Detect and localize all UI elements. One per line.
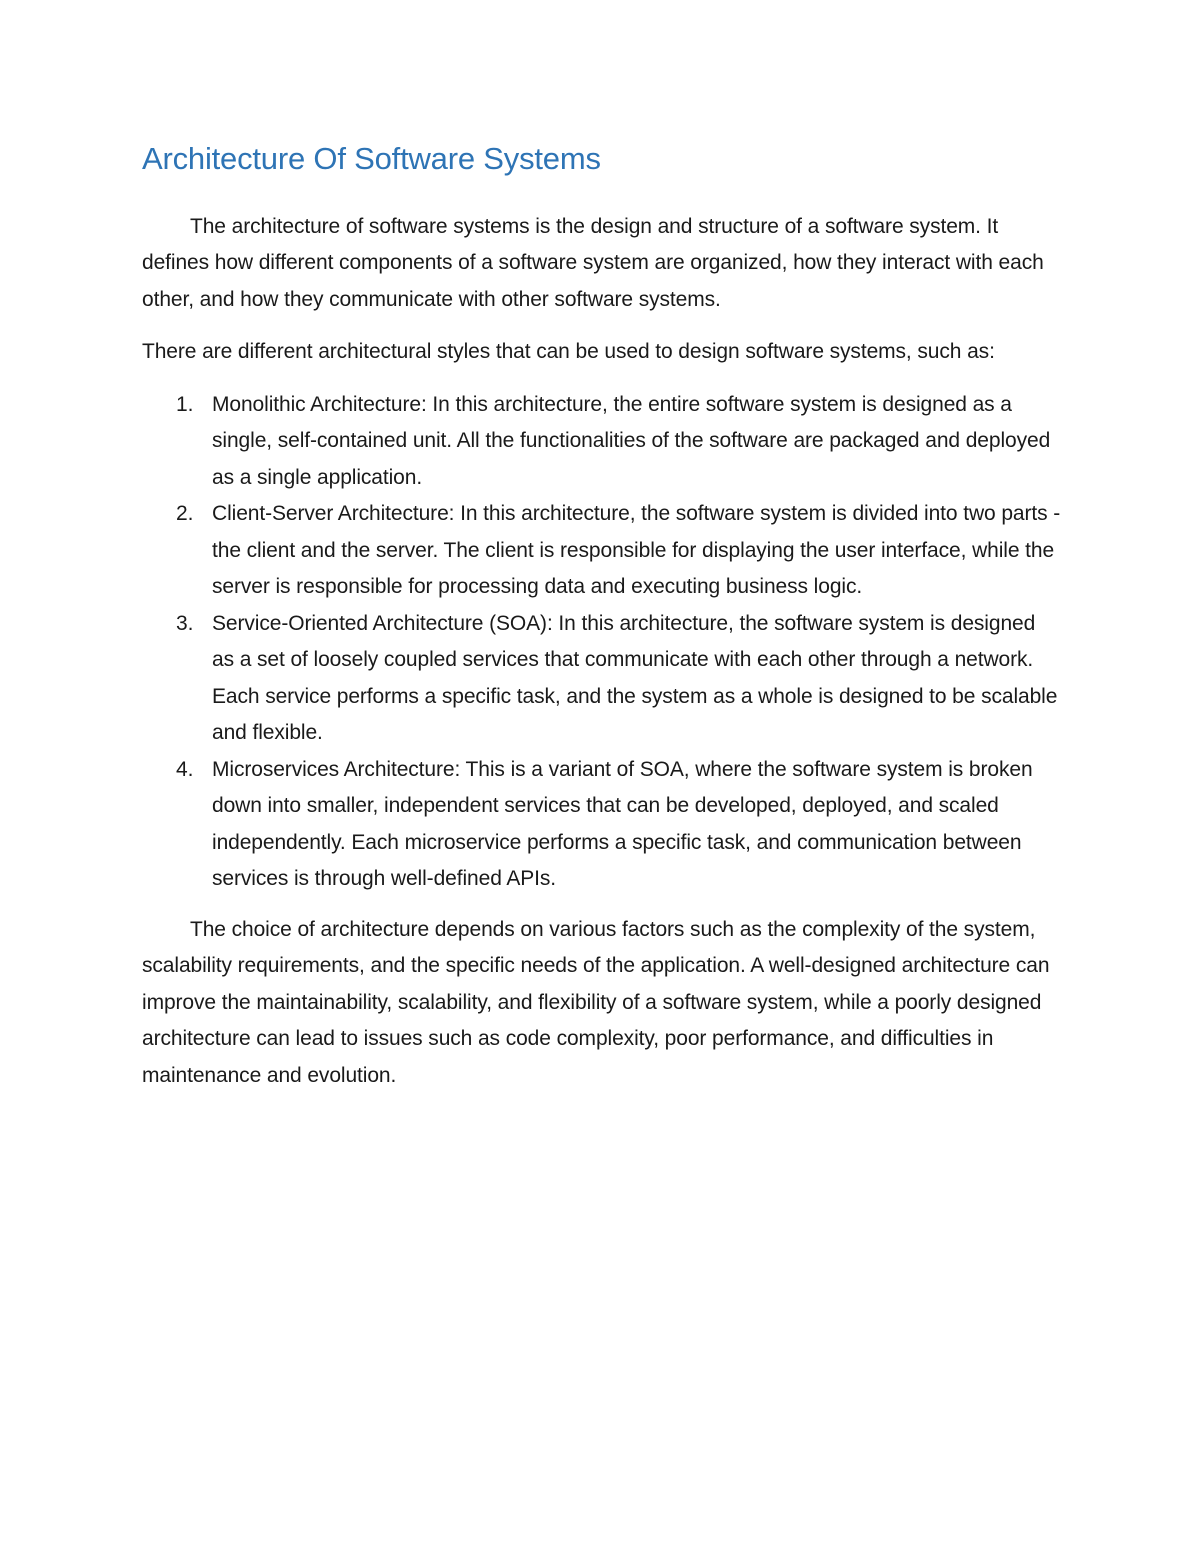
list-item-text: Microservices Architecture: This is a variant of SOA, where the software system is broken down into smaller, independent services that can be developed, deployed, and scaled independently. Each microservice performs a specific task, and communication between services is through well-defined APIs. <box>212 757 1033 891</box>
page-title: Architecture Of Software Systems <box>142 141 601 176</box>
architecture-styles-list <box>142 387 1062 898</box>
styles-intro-paragraph: There are different architectural styles that can be used to design software systems, such as: <box>142 340 995 364</box>
conclusion-paragraph: The choice of architecture depends on various factors such as the complexity of the system, scalability requirements, and the specific needs of the application. A well-designed architecture can improve the maintainability, scalability, and flexibility of a software system, while a poorly designed architecture can lead to issues such as code complexity, poor performance, and difficulties in maintenance and evolution. <box>142 917 1050 1087</box>
list-item-number: 3. <box>176 611 194 635</box>
list-item-number: 4. <box>176 757 194 781</box>
list-item-text: Monolithic Architecture: In this architecture, the entire software system is designed as a single, self-contained unit. All the functionalities of the software are packaged and deployed as a single application. <box>212 392 1051 489</box>
list-item-text: Client-Server Architecture: In this architecture, the software system is divided into two parts - the client and the server. The client is responsible for displaying the user interface, while the server is responsible for processing data and executing business logic. <box>212 502 1061 599</box>
list-item <box>142 387 1062 497</box>
list-item-number: 2. <box>176 502 194 526</box>
intro-paragraph: The architecture of software systems is the design and structure of a software system. It defines how different components of a software system are organized, how they interact with each other, and how they communicate with other software systems. <box>142 214 1044 311</box>
list-item <box>142 496 1062 606</box>
list-item-number: 1. <box>176 392 194 416</box>
document-body <box>142 140 1062 1110</box>
list-item <box>142 606 1062 752</box>
list-item <box>142 752 1062 898</box>
list-item-text: Service-Oriented Architecture (SOA): In this architecture, the software system is designed as a set of loosely coupled services that communicate with each other through a network. Each service performs a specific task, and the system as a whole is designed to be scalable and flexible. <box>212 611 1058 745</box>
